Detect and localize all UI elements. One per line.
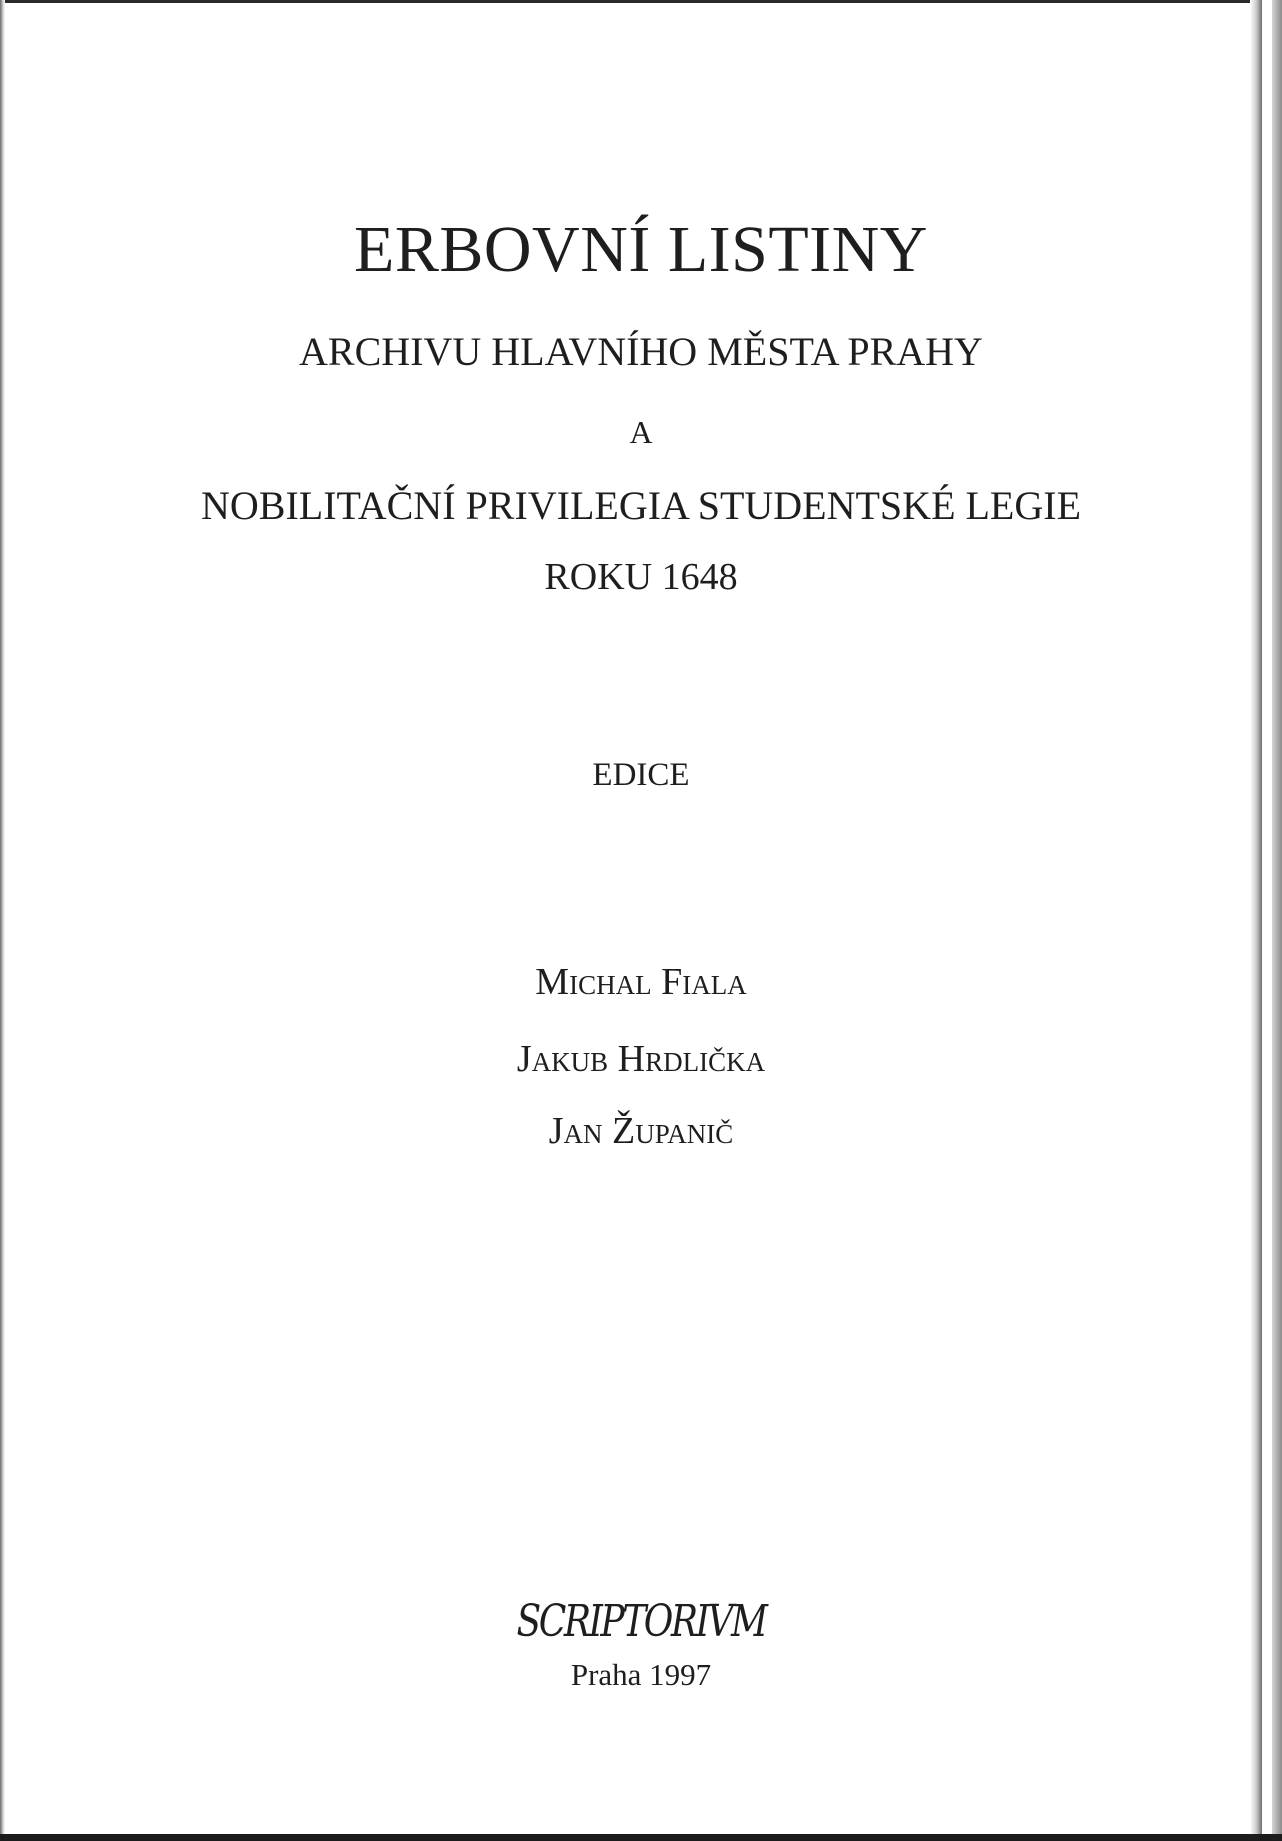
page-bottom-edge xyxy=(0,1834,1282,1841)
subtitle-conjunction: A xyxy=(629,414,653,450)
book-title: ERBOVNÍ LISTINY xyxy=(354,213,928,286)
publisher-logo: SCRIPTORIVM xyxy=(516,1596,766,1647)
edition-label: EDICE xyxy=(592,757,690,793)
author-name: Jan Županič xyxy=(548,1110,734,1152)
author-name: Michal Fiala xyxy=(535,961,747,1003)
subtitle-line-1: ARCHIVU HLAVNÍHO MĚSTA PRAHY xyxy=(299,329,983,374)
page-top-edge xyxy=(0,0,1282,3)
subtitle-year: ROKU 1648 xyxy=(544,556,738,598)
subtitle-line-2: NOBILITAČNÍ PRIVILEGIA STUDENTSKÉ LEGIE xyxy=(200,483,1082,528)
publication-place-year: Praha 1997 xyxy=(570,1657,712,1692)
author-name: Jakub Hrdlička xyxy=(516,1038,766,1080)
